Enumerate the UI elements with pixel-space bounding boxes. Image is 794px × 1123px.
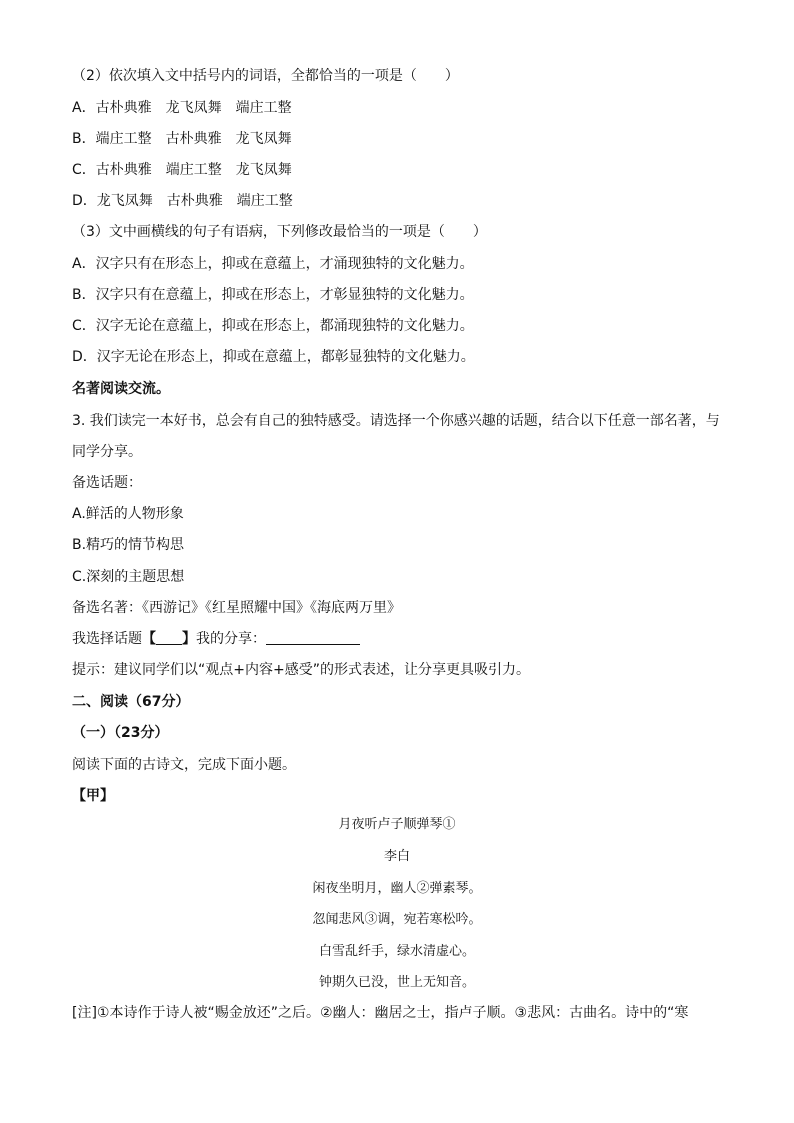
q3-option-d: D．汉字无论在形态上，抑或在意蕴上，都彰显独特的文化魅力。 bbox=[72, 349, 475, 365]
bracket-left: 【 bbox=[142, 631, 156, 647]
q3-stem: （3）文中画横线的句子有语病，下列修改最恰当的一项是（ ） bbox=[72, 224, 487, 240]
q3-option-c: C．汉字无论在意蕴上，抑或在形态上，都涌现独特的文化魅力。 bbox=[72, 318, 474, 334]
poem-author: 李白 bbox=[383, 849, 410, 864]
topic-c: C.深刻的主题思想 bbox=[72, 569, 185, 585]
topics-label: 备选话题： bbox=[72, 475, 142, 491]
q2-option-b: B．端庄工整 古朴典雅 龙飞凤舞 bbox=[72, 131, 292, 147]
q3-option-a: A．汉字只有在形态上，抑或在意蕴上，才涌现独特的文化魅力。 bbox=[72, 256, 474, 272]
poem-line-4: 钟期久已没，世上无知音。 bbox=[318, 975, 475, 990]
passage-label-jia: 【甲】 bbox=[72, 788, 114, 804]
answer-line bbox=[72, 629, 360, 649]
topic-b: B.精巧的情节构思 bbox=[72, 537, 185, 553]
q2-option-d: D．龙飞凤舞 古朴典雅 端庄工整 bbox=[72, 193, 293, 209]
share-label: 我的分享： bbox=[196, 631, 266, 647]
poem-line-3: 白雪乱纤手，绿水清虚心。 bbox=[318, 944, 475, 959]
q2-option-c: C．古朴典雅 端庄工整 龙飞凤舞 bbox=[72, 162, 292, 178]
poem-line-1: 闲夜坐明月，幽人②弹素琴。 bbox=[312, 881, 482, 896]
section-heading-reading-exchange: 名著阅读交流。 bbox=[72, 381, 170, 397]
share-blank[interactable] bbox=[266, 630, 360, 645]
poem-line-2: 忽闻悲风③调，宛若寒松吟。 bbox=[312, 912, 482, 927]
reading-instruction: 阅读下面的古诗文，完成下面小题。 bbox=[72, 757, 296, 773]
part2-title: 二、阅读（67分） bbox=[72, 694, 190, 710]
choose-topic-label: 我选择话题 bbox=[72, 631, 142, 647]
q2-stem: （2）依次填入文中括号内的词语，全都恰当的一项是（ ） bbox=[72, 68, 459, 84]
topic-a: A.鲜活的人物形象 bbox=[72, 506, 184, 522]
q3-main-line2: 同学分享。 bbox=[72, 444, 142, 460]
q3-main-line1: 3. 我们读完一本好书，总会有自己的独特感受。请选择一个你感兴趣的话题，结合以下任意一部名著，与 bbox=[72, 413, 720, 429]
q3-option-b: B．汉字只有在意蕴上，抑或在形态上，才彰显独特的文化魅力。 bbox=[72, 287, 474, 303]
topic-blank[interactable] bbox=[156, 630, 182, 645]
bracket-right: 】 bbox=[182, 631, 196, 647]
poem-note: [注]①本诗作于诗人被“赐金放还”之后。②幽人：幽居之士，指卢子顺。③悲风：古曲名。诗中的“寒 bbox=[72, 1005, 689, 1021]
q2-option-a: A．古朴典雅 龙飞凤舞 端庄工整 bbox=[72, 100, 292, 116]
poem-title: 月夜听卢子顺弹琴① bbox=[338, 817, 456, 832]
hint-text: 提示：建议同学们以“观点+内容+感受”的形式表述，让分享更具吸引力。 bbox=[72, 662, 530, 678]
book-list: 备选名著：《西游记》《红星照耀中国》《海底两万里》 bbox=[72, 600, 401, 616]
part2-subtitle: （一）（23分） bbox=[72, 725, 169, 741]
